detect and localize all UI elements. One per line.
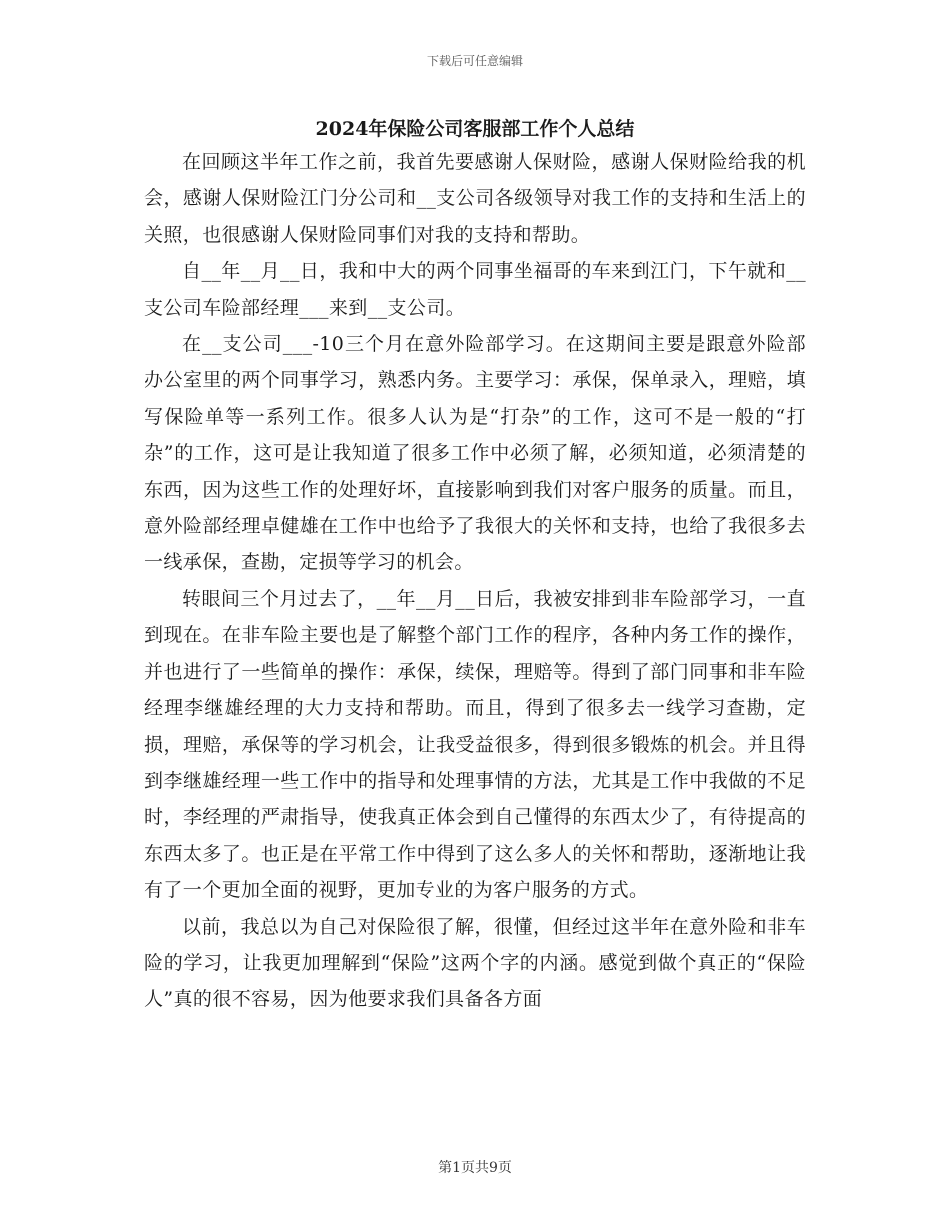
paragraph-4: 转眼间三个月过去了，__年__月__日后，我被安排到非车险部学习，一直到现在。在非车险主要也是了解整个部门工作的程序，各种内务工作的操作，并也进行了一些简单的操作：承保，续保，理赔等。得到了部门同事和非车险经理李继雄经理的大力支持和帮助。而且，得到了很多去一线学习查勘，定损，理赔，承保等的学习机会，让我受益很多，得到很多锻炼的机会。并且得到李继雄经理一些工作中的指导和处理事情的方法，尤其是工作中我做的不足时，李经理的严肃指导，使我真正体会到自己懂得的东西太少了，有待提高的东西太多了。也正是在平常工作中得到了这么多人的关怀和帮助，逐渐地让我有了一个更加全面的视野，更加专业的为客户服务的方式。 <box>144 587 806 902</box>
paragraph-5: 以前，我总以为自己对保险很了解，很懂，但经过这半年在意外险和非车险的学习，让我更加理解到“保险”这两个字的内涵。感觉到做个真正的“保险人”真的很不容易，因为他要求我们具备各方面 <box>144 915 806 1011</box>
document-title: 2024年保险公司客服部工作个人总结 <box>315 118 635 140</box>
paragraph-1: 在回顾这半年工作之前，我首先要感谢人保财险，感谢人保财险给我的机会，感谢人保财险江门分公司和__支公司各级领导对我工作的支持和生活上的关照，也很感谢人保财险同事们对我的支持和帮助。 <box>144 151 806 246</box>
paragraph-2: 自__年__月__日，我和中大的两个同事坐福哥的车来到江门，下午就和__支公司车险部经理___来到__支公司。 <box>144 260 806 319</box>
download-note: 下载后可任意编辑 <box>426 54 523 68</box>
document-body <box>144 144 806 1018</box>
paragraph-3: 在__支公司___-10三个月在意外险部学习。在这期间主要是跟意外险部办公室里的两个同事学习，熟悉内务。主要学习：承保，保单录入，理赔，填写保险单等一系列工作。很多人认为是“打杂”的工作，这可不是一般的“打杂”的工作，这可是让我知道了很多工作中必须了解，必须知道，必须清楚的东西，因为这些工作的处理好坏，直接影响到我们对客户服务的质量。而且，意外险部经理卓健雄在工作中也给予了我很大的关怀和支持，也给了我很多去一线承保，查勘，定损等学习的机会。 <box>144 333 806 574</box>
page-number: 第1页共9页 <box>438 1160 512 1176</box>
